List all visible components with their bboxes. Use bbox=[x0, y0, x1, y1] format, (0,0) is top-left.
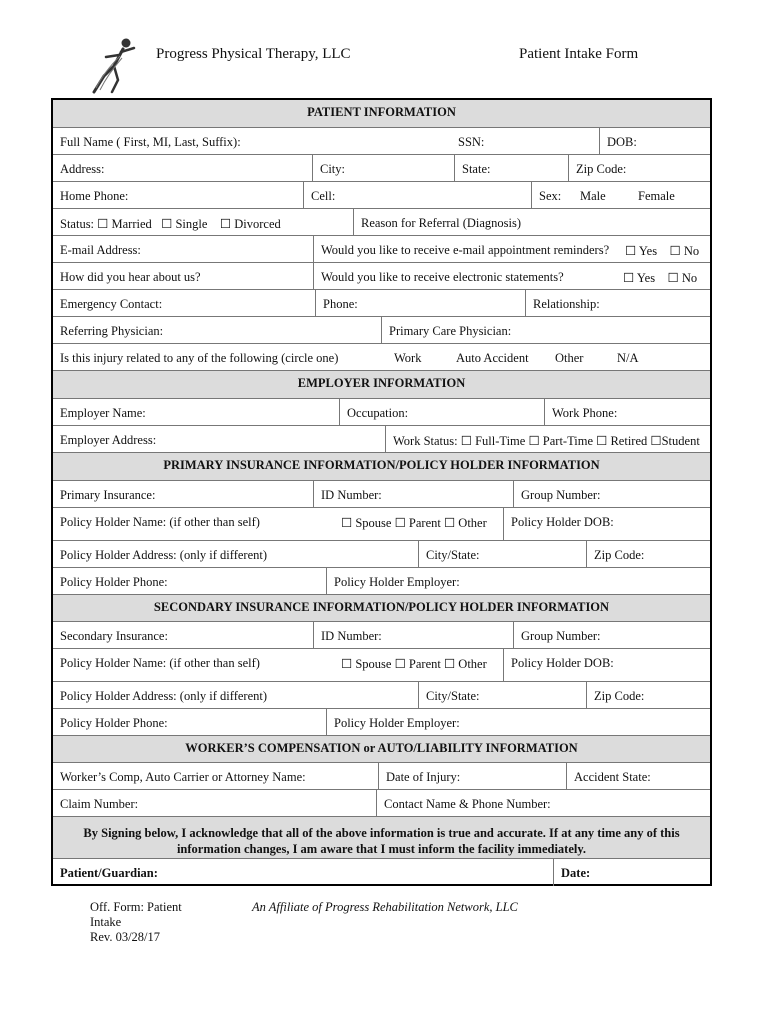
electronic-statements-field[interactable] bbox=[313, 263, 712, 289]
address-field[interactable]: Address: bbox=[60, 162, 105, 176]
employer-address-field[interactable]: Employer Address: bbox=[60, 433, 157, 447]
row-primary-holder bbox=[53, 507, 710, 540]
sex-option-female[interactable]: Female bbox=[638, 189, 675, 203]
form-reference bbox=[90, 900, 182, 945]
row-address bbox=[53, 154, 710, 181]
primary-holder-address-field[interactable]: Policy Holder Address: (only if different) bbox=[60, 548, 268, 562]
electronic-statements-yes-no[interactable]: ☐ Yes ☐ No bbox=[623, 271, 698, 285]
primary-insurance-field[interactable]: Primary Insurance: bbox=[60, 488, 156, 502]
zip-field[interactable]: Zip Code: bbox=[568, 155, 712, 181]
referring-physician-field[interactable]: Referring Physician: bbox=[60, 324, 164, 338]
section-title: EMPLOYER INFORMATION bbox=[297, 376, 466, 390]
section-secondary-insurance bbox=[53, 594, 710, 621]
secondary-insurance-field[interactable]: Secondary Insurance: bbox=[60, 629, 168, 643]
intake-form bbox=[51, 98, 712, 886]
email-reminders-field[interactable] bbox=[313, 236, 712, 262]
primary-city-state-field[interactable]: City/State: bbox=[418, 541, 586, 567]
sex-option-male[interactable]: Male bbox=[580, 189, 606, 203]
work-status-field[interactable]: Work Status: ☐ Full-Time ☐ Part-Time ☐ Retired ☐Student bbox=[385, 426, 712, 452]
contact-field[interactable]: Contact Name & Phone Number: bbox=[376, 790, 712, 816]
company-name: Progress Physical Therapy, LLC bbox=[156, 46, 351, 62]
row-secondary-insurance bbox=[53, 621, 710, 648]
accident-state-field[interactable]: Accident State: bbox=[566, 763, 712, 789]
acknowledgement-line-1: By Signing below, I acknowledge that all of the above information is true and accurate. If at any time any of this bbox=[83, 826, 680, 840]
home-phone-field[interactable]: Home Phone: bbox=[60, 189, 129, 203]
row-physicians bbox=[53, 316, 710, 343]
attorney-name-field[interactable]: Worker’s Comp, Auto Carrier or Attorney Name: bbox=[60, 770, 306, 784]
secondary-holder-dob-field[interactable]: Policy Holder DOB: bbox=[503, 649, 712, 681]
relationship-field[interactable]: Relationship: bbox=[525, 290, 712, 316]
section-patient-information bbox=[53, 100, 710, 127]
injury-related-question: Is this injury related to any of the following (circle one) bbox=[60, 351, 339, 365]
row-phones-sex bbox=[53, 181, 710, 208]
injury-option-work[interactable]: Work bbox=[394, 351, 422, 365]
state-field[interactable]: State: bbox=[454, 155, 568, 181]
section-workers-comp bbox=[53, 735, 710, 762]
claim-number-field[interactable]: Claim Number: bbox=[60, 797, 139, 811]
secondary-group-number-field[interactable]: Group Number: bbox=[513, 622, 712, 648]
row-status-reason bbox=[53, 208, 710, 235]
city-field[interactable]: City: bbox=[312, 155, 454, 181]
secondary-city-state-field[interactable]: City/State: bbox=[418, 682, 586, 708]
marital-status-field[interactable]: Status: ☐ Married ☐ Single ☐ Divorced bbox=[60, 217, 281, 231]
signature-date-field[interactable]: Date: bbox=[553, 859, 712, 886]
secondary-holder-address-field[interactable]: Policy Holder Address: (only if different) bbox=[60, 689, 268, 703]
row-employer-address bbox=[53, 425, 710, 452]
affiliate-note: An Affiliate of Progress Rehabilitation Network, LLC bbox=[252, 900, 518, 914]
row-primary-insurance bbox=[53, 480, 710, 507]
heard-about-field[interactable]: How did you hear about us? bbox=[60, 270, 201, 284]
row-secondary-holder bbox=[53, 648, 710, 681]
holder-name-label: Policy Holder Name: (if other than self) bbox=[60, 515, 260, 529]
row-workers-comp bbox=[53, 762, 710, 789]
injury-option-other[interactable]: Other bbox=[555, 351, 584, 365]
cell-phone-field[interactable]: Cell: bbox=[303, 182, 531, 208]
acknowledgement-line-2: information changes, I am aware that I must inform the facility immediately. bbox=[176, 842, 587, 856]
primary-holder-dob-field[interactable]: Policy Holder DOB: bbox=[503, 508, 712, 540]
employer-name-field[interactable]: Employer Name: bbox=[60, 406, 146, 420]
primary-group-number-field[interactable]: Group Number: bbox=[513, 481, 712, 507]
secondary-holder-phone-field[interactable]: Policy Holder Phone: bbox=[60, 716, 168, 730]
primary-holder-employer-field[interactable]: Policy Holder Employer: bbox=[326, 568, 712, 594]
dob-field[interactable]: DOB: bbox=[599, 128, 712, 154]
ssn-field[interactable]: SSN: bbox=[458, 135, 485, 149]
occupation-field[interactable]: Occupation: bbox=[339, 399, 544, 425]
sex-field[interactable] bbox=[531, 182, 712, 208]
runner-logo-icon bbox=[90, 36, 138, 94]
referral-reason-field[interactable]: Reason for Referral (Diagnosis) bbox=[353, 209, 712, 235]
form-reference-line-1: Off. Form: Patient bbox=[90, 900, 182, 914]
section-title: PRIMARY INSURANCE INFORMATION/POLICY HOLDER INFORMATION bbox=[163, 458, 600, 472]
row-primary-holder-address bbox=[53, 540, 710, 567]
form-title: Patient Intake Form bbox=[519, 46, 639, 62]
row-secondary-holder-phone bbox=[53, 708, 710, 735]
primary-id-number-field[interactable]: ID Number: bbox=[313, 481, 513, 507]
injury-option-na[interactable]: N/A bbox=[617, 351, 639, 365]
electronic-statements-question: Would you like to receive electronic statements? bbox=[321, 270, 564, 284]
secondary-holder-relation[interactable]: ☐ Spouse ☐ Parent ☐ Other bbox=[341, 657, 487, 671]
email-field[interactable]: E-mail Address: bbox=[60, 243, 141, 257]
injury-related-field bbox=[53, 344, 712, 370]
section-employer-information bbox=[53, 370, 710, 398]
section-title: SECONDARY INSURANCE INFORMATION/POLICY HOLDER INFORMATION bbox=[153, 600, 610, 614]
row-emergency bbox=[53, 289, 710, 316]
patient-guardian-signature-field[interactable]: Patient/Guardian: bbox=[60, 866, 158, 880]
section-primary-insurance bbox=[53, 452, 710, 480]
injury-option-auto[interactable]: Auto Accident bbox=[456, 351, 529, 365]
emergency-contact-field[interactable]: Emergency Contact: bbox=[60, 297, 163, 311]
secondary-holder-employer-field[interactable]: Policy Holder Employer: bbox=[326, 709, 712, 735]
primary-holder-relation[interactable]: ☐ Spouse ☐ Parent ☐ Other bbox=[341, 516, 487, 530]
email-reminders-question: Would you like to receive e-mail appointment reminders? bbox=[321, 243, 610, 257]
secondary-holder-name-field[interactable] bbox=[53, 649, 503, 681]
email-reminders-yes-no[interactable]: ☐ Yes ☐ No bbox=[625, 244, 700, 258]
row-claim bbox=[53, 789, 710, 816]
date-of-injury-field[interactable]: Date of Injury: bbox=[378, 763, 566, 789]
primary-holder-phone-field[interactable]: Policy Holder Phone: bbox=[60, 575, 168, 589]
emergency-phone-field[interactable]: Phone: bbox=[315, 290, 525, 316]
acknowledgement-statement bbox=[53, 816, 710, 858]
secondary-id-number-field[interactable]: ID Number: bbox=[313, 622, 513, 648]
row-email bbox=[53, 235, 710, 262]
work-phone-field[interactable]: Work Phone: bbox=[544, 399, 712, 425]
secondary-zip-field[interactable]: Zip Code: bbox=[586, 682, 712, 708]
section-title: WORKER’S COMPENSATION or AUTO/LIABILITY INFORMATION bbox=[185, 741, 578, 755]
primary-care-field[interactable]: Primary Care Physician: bbox=[381, 317, 712, 343]
primary-zip-field[interactable]: Zip Code: bbox=[586, 541, 712, 567]
row-injury-related bbox=[53, 343, 710, 370]
row-signature bbox=[53, 858, 710, 886]
row-name-ssn-dob bbox=[53, 127, 710, 154]
row-primary-holder-phone bbox=[53, 567, 710, 594]
holder-name-label: Policy Holder Name: (if other than self) bbox=[60, 656, 260, 670]
form-revision: Rev. 03/28/17 bbox=[90, 930, 161, 944]
sex-label: Sex: bbox=[539, 189, 562, 203]
row-referral-source bbox=[53, 262, 710, 289]
row-secondary-holder-address bbox=[53, 681, 710, 708]
full-name-field[interactable]: Full Name ( First, MI, Last, Suffix): bbox=[60, 135, 241, 149]
primary-holder-name-field[interactable] bbox=[53, 508, 503, 540]
row-employer bbox=[53, 398, 710, 425]
section-title: PATIENT INFORMATION bbox=[307, 105, 456, 119]
form-reference-line-2: Intake bbox=[90, 915, 122, 929]
